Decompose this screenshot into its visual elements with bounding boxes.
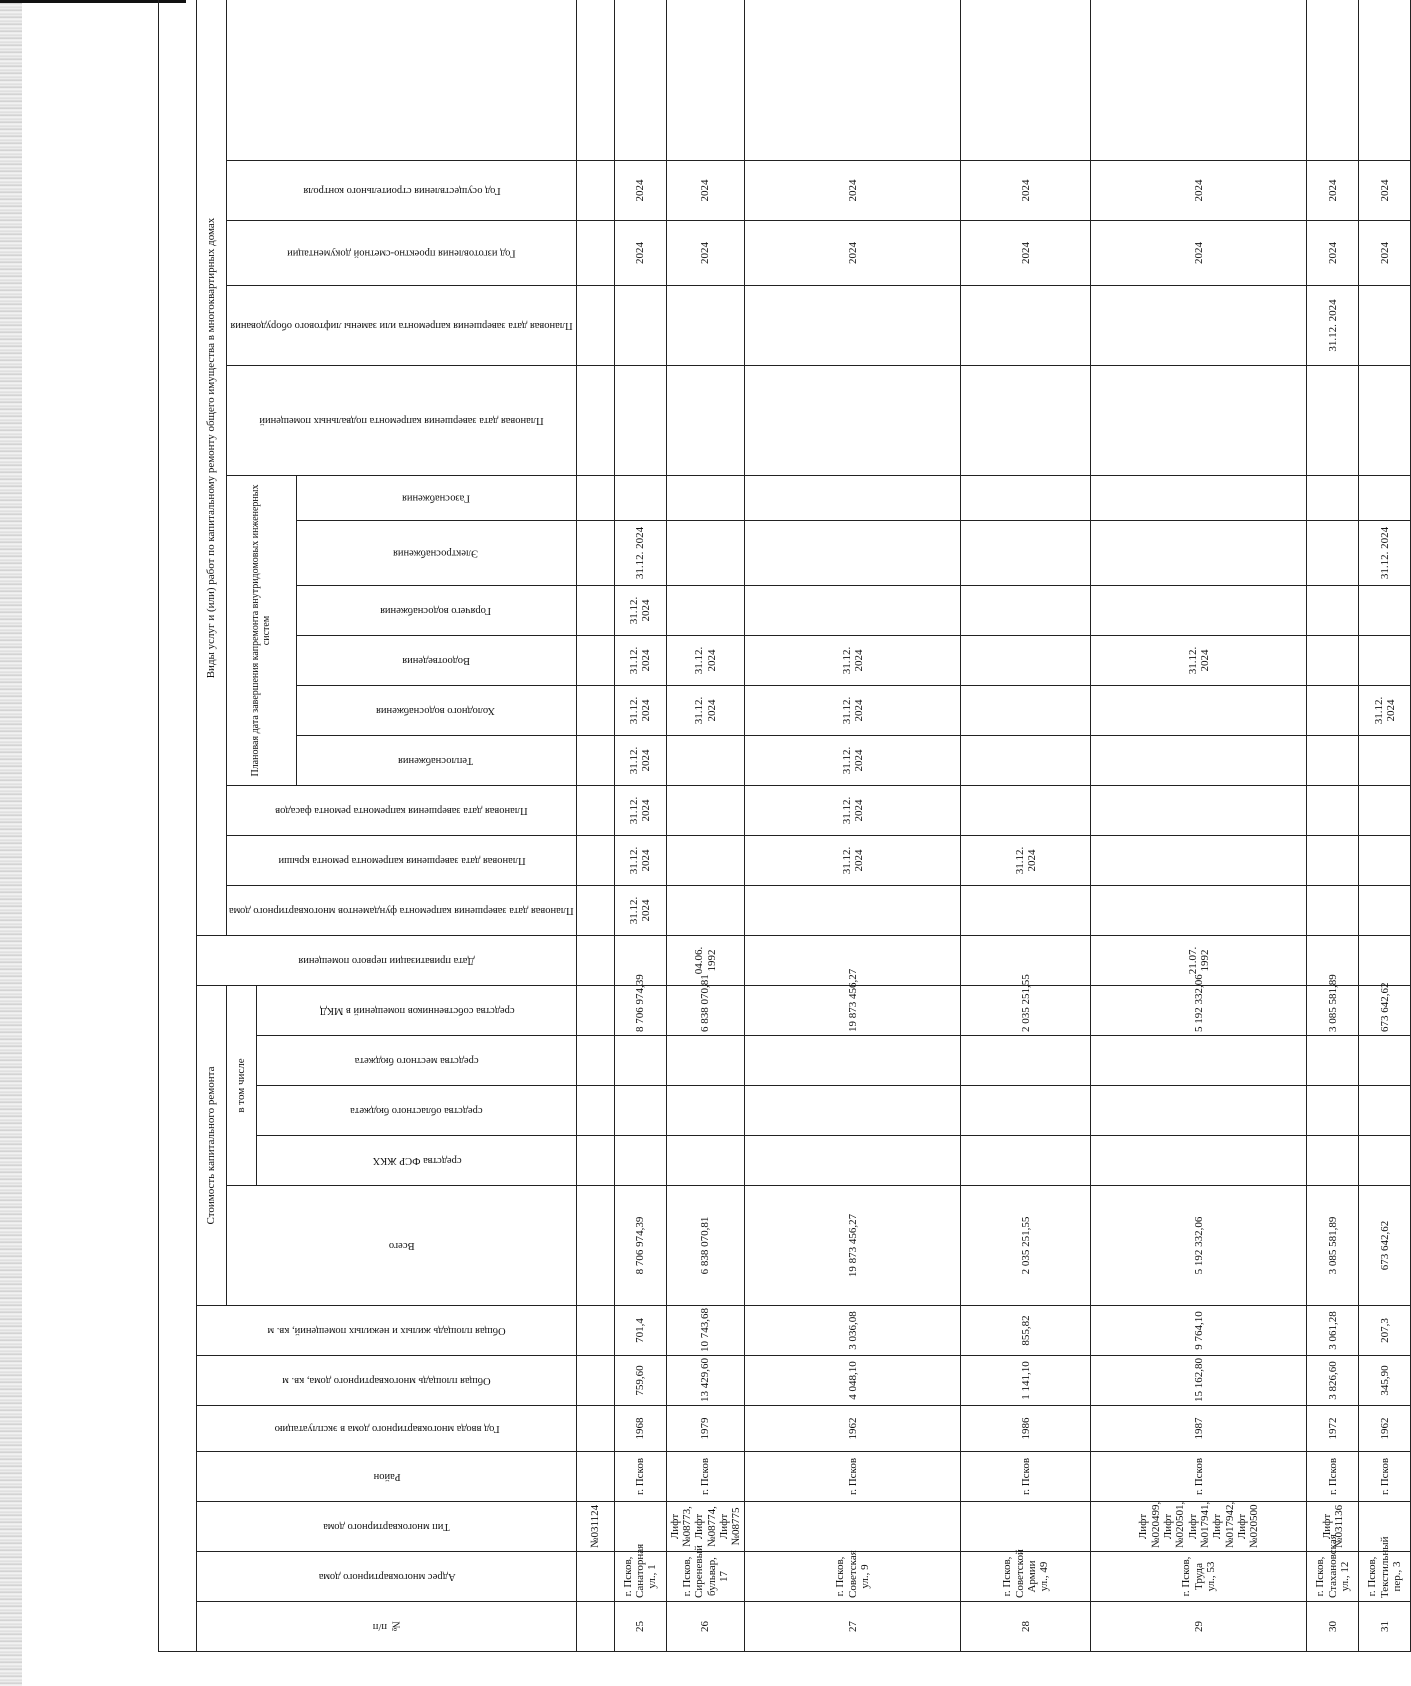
row-cost-regional bbox=[614, 1086, 666, 1136]
row-address: г. Псков, Советской Армии ул., 49 bbox=[961, 1552, 1091, 1602]
row-type bbox=[745, 1502, 961, 1552]
table-row bbox=[1091, 0, 1307, 1652]
row-works-hot-water bbox=[1307, 586, 1359, 636]
row-works-gas bbox=[614, 476, 666, 521]
row-cost-regional bbox=[1091, 1086, 1307, 1136]
row-works-sewer bbox=[1307, 636, 1359, 686]
row-area-total: 759,60 bbox=[614, 1356, 666, 1406]
row-year-design: 2024 bbox=[614, 221, 666, 286]
row-year-design: 2024 bbox=[1307, 221, 1359, 286]
row-works-cold-water bbox=[1307, 686, 1359, 736]
header-type: Тип многоквартирного дома bbox=[197, 1502, 577, 1552]
row-works-lift: 31.12. 2024 bbox=[1307, 286, 1359, 366]
header-num: № п/п bbox=[197, 1602, 577, 1652]
row-works-gas bbox=[1307, 476, 1359, 521]
row-area-premises: 3 061,28 bbox=[1307, 1306, 1359, 1356]
row-area-premises: 701,4 bbox=[614, 1306, 666, 1356]
row-cost-local bbox=[614, 1036, 666, 1086]
row-year-built: 1979 bbox=[666, 1406, 745, 1452]
header-works-cold-water: Холодного водоснабжения bbox=[296, 686, 576, 736]
row-works-electric: 31.12. 2024 bbox=[614, 521, 666, 586]
row-cost-total: 6 838 070,81 bbox=[666, 1186, 745, 1306]
row-cost-owners: 3 085 581,89 bbox=[1307, 986, 1359, 1036]
row-works-hot-water bbox=[745, 586, 961, 636]
row-works-basement bbox=[614, 366, 666, 476]
row-year-control: 2024 bbox=[1091, 161, 1307, 221]
row-cost-fsr bbox=[1359, 1136, 1411, 1186]
row-works-lift bbox=[614, 286, 666, 366]
row-works-hot-water: 31.12. 2024 bbox=[614, 586, 666, 636]
row-works-electric bbox=[1307, 521, 1359, 586]
row-area-premises: 3 036,08 bbox=[745, 1306, 961, 1356]
row-cost-fsr bbox=[666, 1136, 745, 1186]
row-works-heating bbox=[961, 736, 1091, 786]
row-cost-fsr bbox=[614, 1136, 666, 1186]
row-works-gas bbox=[961, 476, 1091, 521]
header-cost-regional: средства областного бюджета bbox=[257, 1086, 577, 1136]
row-works-cold-water bbox=[961, 686, 1091, 736]
row-cost-local bbox=[666, 1036, 745, 1086]
row-cost-regional bbox=[961, 1086, 1091, 1136]
row-address: г. Псков, Труда ул., 53 bbox=[1091, 1552, 1307, 1602]
row-works-lift bbox=[961, 286, 1091, 366]
row-works-heating bbox=[1091, 736, 1307, 786]
header-year-design: Год изготовления проектно-сметной документации bbox=[227, 221, 577, 286]
header-year-built: Год ввода многоквартирного дома в эксплуатацию bbox=[197, 1406, 577, 1452]
capital-repair-table bbox=[158, 0, 1411, 1652]
row-works-facade bbox=[666, 786, 745, 836]
row-area-total: 1 141,10 bbox=[961, 1356, 1091, 1406]
row-works-electric bbox=[666, 521, 745, 586]
row-cost-total: 5 192 332,06 bbox=[1091, 1186, 1307, 1306]
header-works-basement: Плановая дата завершения капремонта подвальных помещений bbox=[227, 366, 577, 476]
row-type: Лифт №020499, Лифт №020501, Лифт №017941, Лифт №017942, Лифт №020500 bbox=[1091, 1502, 1307, 1552]
row-cost-local bbox=[745, 1036, 961, 1086]
row-works-roof bbox=[1359, 836, 1411, 886]
row-area-total: 3 826,60 bbox=[1307, 1356, 1359, 1406]
row-year-built: 1986 bbox=[961, 1406, 1091, 1452]
header-district: Район bbox=[197, 1452, 577, 1502]
header-cost-owners: средства собственников помещений в МКД bbox=[257, 986, 577, 1036]
row-works-basement bbox=[1359, 366, 1411, 476]
row-cost-total: 2 035 251,55 bbox=[961, 1186, 1091, 1306]
header-privatization: Дата приватизации первого помещения bbox=[197, 936, 577, 986]
row-works-foundation bbox=[1307, 886, 1359, 936]
row-cost-regional bbox=[666, 1086, 745, 1136]
row-district: г. Псков bbox=[961, 1452, 1091, 1502]
row-cost-regional bbox=[745, 1086, 961, 1136]
row-district: г. Псков bbox=[745, 1452, 961, 1502]
row-works-basement bbox=[1307, 366, 1359, 476]
row-works-electric: 31.12. 2024 bbox=[1359, 521, 1411, 586]
row-cost-fsr bbox=[745, 1136, 961, 1186]
row-works-roof: 31.12. 2024 bbox=[961, 836, 1091, 886]
row-works-facade bbox=[1307, 786, 1359, 836]
header-works-systems: Плановая дата завершения капремонта внутридомовых инженерных систем bbox=[227, 476, 297, 786]
row-cost-owners: 19 873 456,27 bbox=[745, 986, 961, 1036]
row-works-gas bbox=[1359, 476, 1411, 521]
row-works-sewer: 31.12. 2024 bbox=[666, 636, 745, 686]
row-area-premises: 855,82 bbox=[961, 1306, 1091, 1356]
header-cost-total: Всего bbox=[227, 1186, 577, 1306]
row-year-built: 1962 bbox=[1359, 1406, 1411, 1452]
header-works-foundation: Плановая дата завершения капремонта фундаментов многоквартирного дома bbox=[227, 886, 577, 936]
row-works-roof: 31.12. 2024 bbox=[745, 836, 961, 886]
row-area-premises: 9 764,10 bbox=[1091, 1306, 1307, 1356]
carryover-row bbox=[576, 0, 614, 1652]
row-works-foundation bbox=[961, 886, 1091, 936]
rotated-page bbox=[158, 16, 1404, 1652]
row-address: г. Псков, Сиреневый бульвар, 17 bbox=[666, 1552, 745, 1602]
row-cost-owners: 6 838 070,81 bbox=[666, 986, 745, 1036]
row-works-facade bbox=[1091, 786, 1307, 836]
row-works-electric bbox=[961, 521, 1091, 586]
row-year-design: 2024 bbox=[1359, 221, 1411, 286]
header-works-lift: Плановая дата завершения капремонта или замены лифтового оборудования bbox=[227, 286, 577, 366]
header-area-total: Общая площадь многоквартирного дома, кв. м bbox=[197, 1356, 577, 1406]
row-type: Лифт №08773, Лифт №08774, Лифт №08775 bbox=[666, 1502, 745, 1552]
row-works-cold-water: 31.12. 2024 bbox=[1359, 686, 1411, 736]
header-cost-fsr: средства ФСР ЖКХ bbox=[257, 1136, 577, 1186]
header-works-electric: Электроснабжения bbox=[296, 521, 576, 586]
row-cost-local bbox=[1359, 1036, 1411, 1086]
row-cost-fsr bbox=[1091, 1136, 1307, 1186]
header-cost-group: Стоимость капитального ремонта bbox=[197, 986, 227, 1306]
row-privatization bbox=[1359, 936, 1411, 986]
row-works-lift bbox=[666, 286, 745, 366]
row-works-heating: 31.12. 2024 bbox=[745, 736, 961, 786]
row-year-control: 2024 bbox=[614, 161, 666, 221]
row-year-built: 1962 bbox=[745, 1406, 961, 1452]
row-type bbox=[961, 1502, 1091, 1552]
table-row bbox=[1359, 0, 1411, 1652]
row-year-design: 2024 bbox=[961, 221, 1091, 286]
row-cost-owners: 5 192 332,06 bbox=[1091, 986, 1307, 1036]
row-works-roof bbox=[1091, 836, 1307, 886]
table-row bbox=[961, 0, 1091, 1652]
header-address: Адрес многоквартирного дома bbox=[197, 1552, 577, 1602]
table-row bbox=[666, 0, 745, 1652]
row-privatization: 04.06. 1992 bbox=[666, 936, 745, 986]
row-cost-regional bbox=[1307, 1086, 1359, 1136]
row-works-sewer: 31.12. 2024 bbox=[614, 636, 666, 686]
row-works-gas bbox=[1091, 476, 1307, 521]
row-works-basement bbox=[961, 366, 1091, 476]
row-number: 25 bbox=[614, 1602, 666, 1652]
row-year-control: 2024 bbox=[1307, 161, 1359, 221]
row-district: г. Псков bbox=[614, 1452, 666, 1502]
row-works-sewer bbox=[961, 636, 1091, 686]
row-works-hot-water bbox=[666, 586, 745, 636]
row-address: г. Псков, Текстильный пер., 3 bbox=[1359, 1552, 1411, 1602]
row-cost-fsr bbox=[1307, 1136, 1359, 1186]
row-cost-local bbox=[1307, 1036, 1359, 1086]
row-works-foundation: 31.12. 2024 bbox=[614, 886, 666, 936]
header-works-gas: Газоснабжения bbox=[296, 476, 576, 521]
row-works-lift bbox=[745, 286, 961, 366]
row-works-foundation bbox=[1091, 886, 1307, 936]
header-area-premises: Общая площадь жилых и нежилых помещений, кв. м bbox=[197, 1306, 577, 1356]
row-number: 27 bbox=[745, 1602, 961, 1652]
row-works-facade bbox=[1359, 786, 1411, 836]
row-works-heating bbox=[1359, 736, 1411, 786]
table-row bbox=[1307, 0, 1359, 1652]
row-works-facade: 31.12. 2024 bbox=[745, 786, 961, 836]
row-works-lift bbox=[1091, 286, 1307, 366]
row-cost-total: 19 873 456,27 bbox=[745, 1186, 961, 1306]
header-cost-in-that: в том числе bbox=[227, 986, 257, 1186]
row-works-heating bbox=[1307, 736, 1359, 786]
table-row bbox=[745, 0, 961, 1652]
row-works-basement bbox=[745, 366, 961, 476]
row-cost-total: 8 706 974,39 bbox=[614, 1186, 666, 1306]
row-works-roof: 31.12. 2024 bbox=[614, 836, 666, 886]
row-address: г. Псков, Санаторная ул., 1 bbox=[614, 1552, 666, 1602]
row-district: г. Псков bbox=[1307, 1452, 1359, 1502]
row-works-foundation bbox=[666, 886, 745, 936]
row-cost-fsr bbox=[961, 1136, 1091, 1186]
row-works-electric bbox=[745, 521, 961, 586]
row-year-design: 2024 bbox=[1091, 221, 1307, 286]
row-works-cold-water bbox=[1091, 686, 1307, 736]
table-row bbox=[614, 0, 666, 1652]
row-year-control: 2024 bbox=[745, 161, 961, 221]
row-area-total: 13 429,60 bbox=[666, 1356, 745, 1406]
row-area-total: 345,90 bbox=[1359, 1356, 1411, 1406]
row-works-electric bbox=[1091, 521, 1307, 586]
row-works-foundation bbox=[745, 886, 961, 936]
row-number: 31 bbox=[1359, 1602, 1411, 1652]
row-year-control: 2024 bbox=[961, 161, 1091, 221]
row-works-hot-water bbox=[1359, 586, 1411, 636]
row-works-cold-water: 31.12. 2024 bbox=[614, 686, 666, 736]
row-works-sewer bbox=[1359, 636, 1411, 686]
row-cost-owners: 8 706 974,39 bbox=[614, 986, 666, 1036]
row-cost-local bbox=[1091, 1036, 1307, 1086]
row-year-built: 1968 bbox=[614, 1406, 666, 1452]
row-district: г. Псков bbox=[1359, 1452, 1411, 1502]
row-cost-owners: 673 642,62 bbox=[1359, 986, 1411, 1036]
header-works-hot-water: Горячего водоснабжения bbox=[296, 586, 576, 636]
row-district: г. Псков bbox=[666, 1452, 745, 1502]
row-cost-total: 673 642,62 bbox=[1359, 1186, 1411, 1306]
row-number: 26 bbox=[666, 1602, 745, 1652]
row-area-total: 4 048,10 bbox=[745, 1356, 961, 1406]
row-works-gas bbox=[666, 476, 745, 521]
row-works-basement bbox=[666, 366, 745, 476]
row-works-gas bbox=[745, 476, 961, 521]
row-address: г. Псков, Стахановская ул., 12 bbox=[1307, 1552, 1359, 1602]
row-works-sewer: 31.12. 2024 bbox=[745, 636, 961, 686]
row-works-sewer: 31.12. 2024 bbox=[1091, 636, 1307, 686]
header-year-control: Год осуществления строительного контроля bbox=[227, 161, 577, 221]
row-works-hot-water bbox=[1091, 586, 1307, 636]
row-number: 29 bbox=[1091, 1602, 1307, 1652]
row-number: 30 bbox=[1307, 1602, 1359, 1652]
row-works-hot-water bbox=[961, 586, 1091, 636]
row-works-lift bbox=[1359, 286, 1411, 366]
row-year-control: 2024 bbox=[666, 161, 745, 221]
row-year-control: 2024 bbox=[1359, 161, 1411, 221]
carryover-type: №031124 bbox=[576, 1502, 614, 1552]
row-works-heating: 31.12. 2024 bbox=[614, 736, 666, 786]
row-area-premises: 207,3 bbox=[1359, 1306, 1411, 1356]
row-cost-total: 3 085 581,89 bbox=[1307, 1186, 1359, 1306]
header-works-sewer: Водоотведения bbox=[296, 636, 576, 686]
row-works-facade bbox=[961, 786, 1091, 836]
row-address: г. Псков, Советская ул., 9 bbox=[745, 1552, 961, 1602]
row-cost-local bbox=[961, 1036, 1091, 1086]
row-cost-regional bbox=[1359, 1086, 1411, 1136]
row-works-cold-water: 31.12. 2024 bbox=[745, 686, 961, 736]
header-works-heating: Теплоснабжения bbox=[296, 736, 576, 786]
header-works-roof: Плановая дата завершения капремонта ремонта крыши bbox=[227, 836, 577, 886]
row-year-design: 2024 bbox=[745, 221, 961, 286]
row-works-heating bbox=[666, 736, 745, 786]
header-cost-local: средства местного бюджета bbox=[257, 1036, 577, 1086]
row-cost-owners: 2 035 251,55 bbox=[961, 986, 1091, 1036]
row-works-basement bbox=[1091, 366, 1307, 476]
row-type: Лифт №031136 bbox=[1307, 1502, 1359, 1552]
row-year-design: 2024 bbox=[666, 221, 745, 286]
row-year-built: 1972 bbox=[1307, 1406, 1359, 1452]
row-works-roof bbox=[1307, 836, 1359, 886]
row-year-built: 1987 bbox=[1091, 1406, 1307, 1452]
row-works-facade: 31.12. 2024 bbox=[614, 786, 666, 836]
scan-edge-artifact bbox=[0, 0, 22, 1686]
row-area-premises: 10 743,68 bbox=[666, 1306, 745, 1356]
row-area-total: 15 162,80 bbox=[1091, 1356, 1307, 1406]
row-district: г. Псков bbox=[1091, 1452, 1307, 1502]
header-works-facade: Плановая дата завершения капремонта ремонта фасадов bbox=[227, 786, 577, 836]
row-number: 28 bbox=[961, 1602, 1091, 1652]
row-privatization: 21.07. 1992 bbox=[1091, 936, 1307, 986]
row-works-roof bbox=[666, 836, 745, 886]
row-works-cold-water: 31.12. 2024 bbox=[666, 686, 745, 736]
row-works-foundation bbox=[1359, 886, 1411, 936]
header-works-group: Виды услуг и (или) работ по капитальному ремонту общего имущества в многоквартирных домах bbox=[197, 0, 227, 936]
